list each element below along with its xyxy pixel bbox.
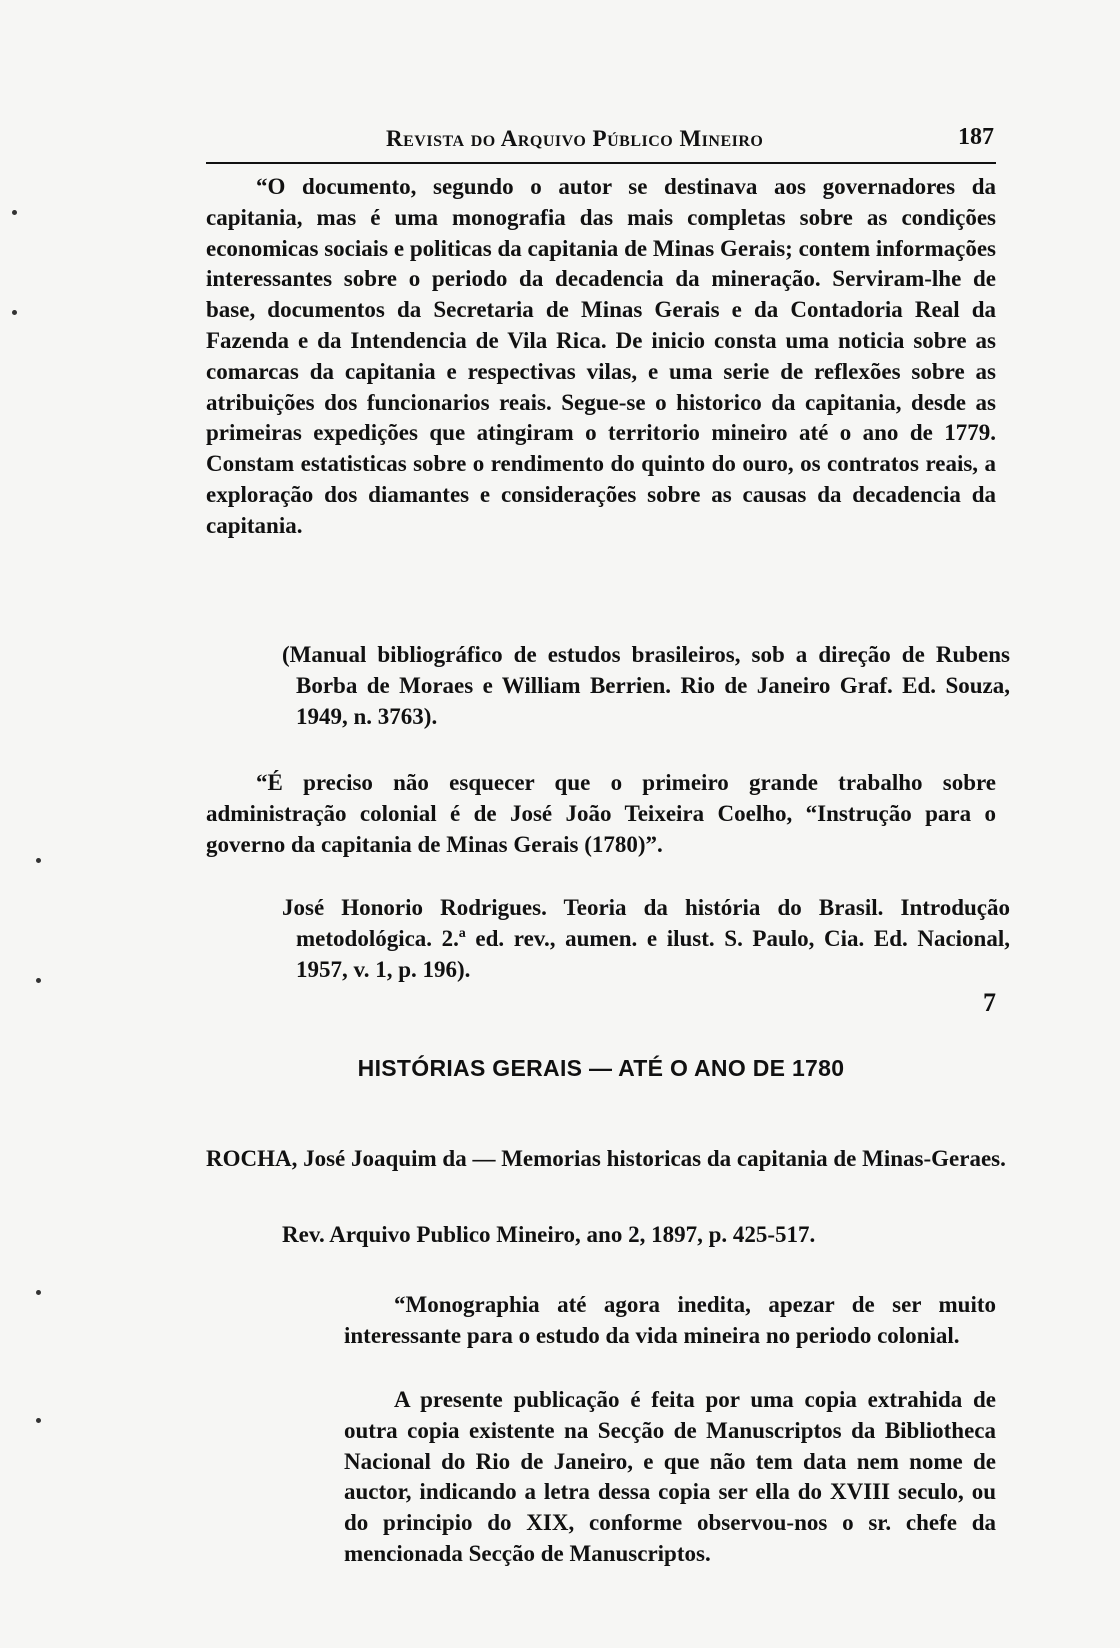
- entry-title: ROCHA, José Joaquim da — Memorias historicas da capitania de Minas-Geraes.: [206, 1146, 1006, 1171]
- quote-paragraph-2: “É preciso não esquecer que o primeiro grande trabalho sobre administração colonial é de José João Teixeira Coelho, “Instrução para o governo da capitania de Minas Gerais (1780)”.: [206, 770, 996, 857]
- section-heading: HISTÓRIAS GERAIS — ATÉ O ANO DE 1780: [357, 1055, 845, 1081]
- margin-mark: [12, 310, 17, 315]
- citation-1: (Manual bibliográfico de estudos brasileiros, sob a direção de Rubens Borba de Moraes e William Berrien. Rio de Janeiro Graf. Ed. Souza, 1949, n. 3763).: [282, 642, 1010, 729]
- running-header: [206, 118, 996, 164]
- margin-mark: [12, 210, 17, 215]
- page-number: 187: [958, 124, 994, 150]
- entry-note-1: “Monographia até agora inedita, apezar de ser muito interessante para o estudo da vida mineira no periodo colonial.: [344, 1292, 996, 1348]
- margin-mark: [36, 1290, 41, 1295]
- entry-source: Rev. Arquivo Publico Mineiro, ano 2, 1897, p. 425-517.: [282, 1222, 816, 1247]
- margin-mark: [36, 978, 41, 983]
- margin-mark: [36, 858, 41, 863]
- citation-2: José Honorio Rodrigues. Teoria da história do Brasil. Introdução metodológica. 2.ª ed. rev., aumen. e ilust. S. Paulo, Cia. Ed. Nacional, 1957, v. 1, p. 196).: [282, 895, 1010, 982]
- journal-title: Revista do Arquivo Público Mineiro: [386, 126, 764, 151]
- margin-mark: [36, 1418, 41, 1423]
- quote-paragraph-1: “O documento, segundo o autor se destinava aos governadores da capitania, mas é uma monografia das mais completas sobre as condições economicas sociais e politicas da capitania de Minas Gerais; contem informações interessantes sobre o periodo da decadencia da mineração. Serviram-lhe de base, documentos da Secretaria de Minas Gerais e da Contadoria Real da Fazenda e da Intendencia de Vila Rica. De inicio consta uma noticia sobre as comarcas da capitania e respectivas vilas, e uma serie de reflexões sobre as atribuições dos funcionarios reais. Segue-se o historico da capitania, desde as primeiras expedições que atingiram o territorio mineiro até o ano de 1779. Constam estatisticas sobre o rendimento do quinto do ouro, os contratos reais, a exploração dos diamantes e considerações sobre as causas da decadencia da capitania.: [206, 174, 996, 538]
- entry-note-2: A presente publicação é feita por uma copia extrahida de outra copia existente na Secção de Manuscriptos da Bibliotheca Nacional do Rio de Janeiro, e que não tem data nem nome de auctor, indicando a letra dessa copia ser ella do XVIII seculo, ou do principio do XIX, conforme observou-nos o sr. chefe da mencionada Secção de Manuscriptos.: [344, 1387, 996, 1566]
- section-number: 7: [983, 988, 996, 1017]
